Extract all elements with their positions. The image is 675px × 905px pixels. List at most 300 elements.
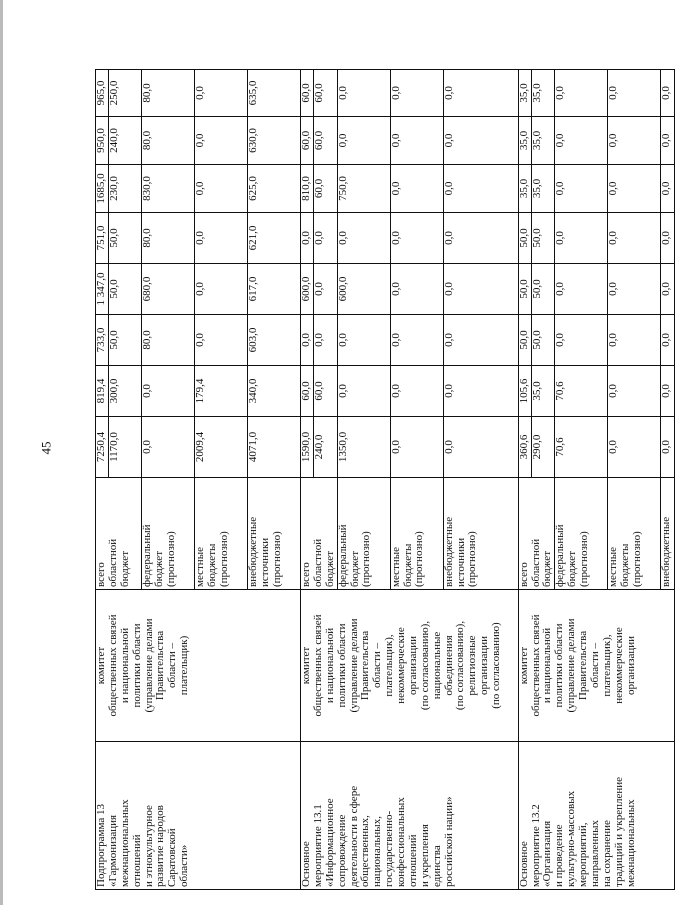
- funding-source-line: областной: [106, 538, 119, 587]
- funding-source-cell: [661, 478, 675, 590]
- amount-cell: [390, 366, 443, 417]
- budget-table: [95, 69, 675, 890]
- amount-cell: [248, 366, 301, 417]
- amount-value: 0,0: [389, 133, 402, 148]
- amount-cell: [301, 264, 338, 315]
- executor-line: комитет: [517, 646, 530, 685]
- executor-line: (управление делами: [565, 618, 578, 713]
- amount-value: 35,0: [519, 165, 532, 212]
- amount-cell: [337, 213, 390, 264]
- amount-value: 0,0: [442, 384, 455, 398]
- funding-source-line: внебюджетные: [247, 516, 259, 587]
- rotated-table-wrapper: [95, 70, 673, 890]
- amount-value: 4071,0: [247, 431, 259, 463]
- amount-value: 60,0: [312, 83, 325, 103]
- table-row: [96, 70, 142, 890]
- amount-value: 680,0: [141, 276, 153, 302]
- amount-value: 0,0: [389, 86, 402, 100]
- program-name-line: Подпрограмма 13: [95, 804, 107, 887]
- funding-source-line: областной: [311, 538, 324, 587]
- amount-value: 0,0: [389, 231, 402, 245]
- amount-value: 0,0: [442, 86, 455, 100]
- amount-cell: [555, 213, 608, 264]
- executor-line: организации: [478, 635, 491, 696]
- executor-line: (управление делами: [142, 618, 155, 713]
- executor-line: (по согласованию),: [418, 620, 431, 711]
- executor-line: общественных связей: [529, 614, 542, 717]
- funding-source-line: всего: [95, 562, 107, 587]
- amount-value: 340,0: [247, 378, 259, 404]
- amount-cell: [142, 417, 195, 478]
- funding-source-line: бюджет: [118, 551, 131, 587]
- amount-cell: [390, 70, 443, 117]
- amount-cell: [443, 117, 518, 165]
- amount-cell: [443, 315, 518, 366]
- amount-cell: [518, 117, 555, 165]
- amount-cell: [248, 70, 301, 117]
- program-name-line: деятельности в сфере: [347, 785, 360, 887]
- amount-cell: [555, 315, 608, 366]
- funding-source-line: бюджеты: [619, 543, 632, 587]
- executor-line: политики области: [335, 623, 348, 708]
- funding-source-line: бюджет: [348, 551, 361, 587]
- amount-value: 1685,0: [96, 165, 109, 212]
- funding-source-line: (прогнозно): [270, 531, 283, 587]
- amount-value: 0,0: [607, 440, 620, 454]
- program-name-line: «Информационное: [323, 798, 336, 887]
- amount-cell: [608, 117, 661, 165]
- amount-cell: [390, 417, 443, 478]
- executor-line: некоммерческие: [395, 627, 407, 704]
- amount-cell: [518, 70, 555, 117]
- amount-cell: [301, 70, 338, 117]
- amount-value: 60,0: [312, 381, 325, 401]
- program-name-line: мероприятие 13.2: [529, 804, 542, 887]
- executor-line: плательщик): [178, 635, 191, 696]
- amount-cell: [443, 417, 518, 478]
- amount-cell: [518, 315, 555, 366]
- amount-cell: [608, 165, 661, 213]
- amount-value: 0,0: [607, 86, 620, 100]
- amount-value: 0,0: [301, 213, 314, 263]
- amount-cell: [661, 70, 675, 117]
- amount-cell: [195, 315, 248, 366]
- funding-source-line: бюджет: [541, 551, 554, 587]
- executor-line: (управление делами: [347, 618, 360, 713]
- funding-source-cell: [142, 478, 195, 590]
- program-name-line: и этнокультурное: [142, 805, 155, 887]
- program-name-line: «Гармонизация: [106, 814, 119, 887]
- amount-cell: [195, 366, 248, 417]
- amount-cell: [301, 315, 338, 366]
- amount-value: 0,0: [312, 333, 325, 347]
- amount-value: 0,0: [442, 282, 455, 296]
- amount-cell: [608, 366, 661, 417]
- amount-cell: [301, 366, 338, 417]
- executor-line: организации: [406, 635, 419, 696]
- amount-cell: [195, 264, 248, 315]
- amount-cell: [248, 117, 301, 165]
- amount-cell: [195, 117, 248, 165]
- amount-value: 80,0: [141, 130, 153, 151]
- program-name-line: межнациональных: [118, 799, 131, 887]
- amount-cell: [301, 117, 338, 165]
- program-name-line: национальных,: [371, 816, 384, 887]
- amount-cell: [96, 70, 142, 117]
- amount-cell: [195, 70, 248, 117]
- amount-value: 50,0: [519, 315, 532, 365]
- program-name-line: государственно-: [383, 810, 396, 887]
- program-name-line: Саратовской: [166, 828, 179, 887]
- amount-cell: [337, 165, 390, 213]
- amount-cell: [608, 70, 661, 117]
- amount-value: 300,0: [107, 378, 120, 404]
- amount-value: 50,0: [519, 264, 532, 314]
- amount-value: 60,0: [312, 130, 325, 151]
- funding-source-line: (прогнозно): [164, 531, 177, 587]
- amount-value: 0,0: [301, 315, 314, 365]
- funding-source-cell: [337, 478, 390, 590]
- amount-value: 2009,4: [194, 431, 206, 463]
- program-name-cell: [518, 742, 675, 890]
- program-name-line: на сохранение: [600, 820, 613, 887]
- amount-value: 0,0: [312, 282, 325, 296]
- amount-cell: [337, 70, 390, 117]
- amount-value: 625,0: [247, 176, 259, 201]
- funding-source-line: бюджет: [566, 551, 579, 587]
- amount-value: 0,0: [660, 440, 673, 454]
- amount-value: 105,6: [519, 366, 532, 416]
- amount-value: 0,0: [607, 181, 620, 196]
- program-name-line: отношений: [130, 834, 143, 887]
- amount-value: 0,0: [607, 282, 620, 296]
- amount-value: 0,0: [389, 181, 402, 196]
- amount-cell: [337, 366, 390, 417]
- amount-value: 0,0: [554, 231, 567, 245]
- amount-value: 0,0: [660, 384, 673, 398]
- executor-line: комитет: [95, 646, 107, 685]
- amount-value: 0,0: [554, 133, 567, 148]
- program-name-line: традиций и укрепление: [612, 777, 625, 887]
- program-name-line: российской нации»: [442, 796, 455, 887]
- amount-value: 0,0: [194, 181, 206, 196]
- amount-value: 0,0: [554, 333, 567, 347]
- amount-value: 750,0: [336, 176, 349, 201]
- amount-value: 0,0: [389, 384, 402, 398]
- amount-value: 0,0: [660, 282, 673, 296]
- executor-line: Правительства: [154, 630, 167, 701]
- amount-value: 35,0: [530, 130, 543, 151]
- amount-value: 600,0: [336, 276, 349, 302]
- executor-line: политики области: [130, 623, 143, 708]
- funding-source-cell: [96, 478, 142, 590]
- amount-value: 50,0: [530, 279, 543, 299]
- funding-source-line: (прогнозно): [466, 531, 479, 587]
- amount-cell: [301, 213, 338, 264]
- amount-value: 360,6: [519, 417, 532, 477]
- amount-value: 240,0: [107, 128, 120, 153]
- executor-line: области –: [588, 642, 601, 689]
- amount-value: 830,0: [141, 176, 153, 201]
- table-row: [301, 70, 338, 890]
- amount-cell: [661, 213, 675, 264]
- amount-cell: [248, 213, 301, 264]
- amount-cell: [142, 165, 195, 213]
- amount-cell: [555, 366, 608, 417]
- funding-source-line: (прогнозно): [217, 531, 230, 587]
- amount-cell: [518, 366, 555, 417]
- amount-cell: [142, 366, 195, 417]
- amount-cell: [390, 165, 443, 213]
- amount-value: 1 347,0: [96, 264, 109, 314]
- amount-value: 60,0: [312, 178, 325, 199]
- amount-cell: [96, 117, 142, 165]
- amount-value: 635,0: [247, 80, 259, 106]
- amount-value: 0,0: [660, 86, 673, 100]
- amount-value: 80,0: [141, 330, 153, 350]
- executor-line: организации: [624, 635, 637, 696]
- program-name-line: области»: [178, 844, 191, 887]
- amount-value: 50,0: [519, 213, 532, 263]
- amount-cell: [555, 165, 608, 213]
- executor-line: (по согласованию),: [454, 620, 467, 711]
- amount-value: 0,0: [336, 384, 349, 398]
- amount-value: 0,0: [194, 86, 206, 100]
- amount-cell: [443, 165, 518, 213]
- funding-source-line: бюджет: [152, 551, 165, 587]
- amount-value: 0,0: [442, 333, 455, 347]
- table-body: [96, 70, 675, 890]
- program-name-cell: [96, 742, 301, 890]
- amount-cell: [443, 366, 518, 417]
- amount-value: 70,6: [554, 381, 567, 401]
- amount-value: 1350,0: [336, 431, 349, 463]
- funding-source-line: источники: [258, 537, 271, 587]
- executor-line: плательщик),: [383, 634, 396, 697]
- amount-cell: [96, 366, 142, 417]
- amount-cell: [661, 264, 675, 315]
- amount-value: 950,0: [96, 117, 109, 164]
- funding-source-line: всего: [517, 562, 530, 587]
- funding-source-line: внебюджетные: [442, 516, 455, 587]
- amount-value: 1170,0: [107, 432, 120, 462]
- amount-cell: [555, 117, 608, 165]
- amount-value: 0,0: [336, 133, 349, 148]
- executor-line: области –: [166, 642, 179, 689]
- amount-value: 250,0: [107, 80, 120, 106]
- program-name-line: развитие народов: [154, 805, 167, 887]
- amount-cell: [608, 264, 661, 315]
- program-name-line: межнациональных: [624, 799, 637, 887]
- amount-cell: [518, 417, 555, 478]
- funding-source-cell: [248, 478, 301, 590]
- amount-cell: [301, 165, 338, 213]
- amount-value: 0,0: [312, 231, 325, 245]
- amount-cell: [390, 264, 443, 315]
- amount-value: 751,0: [96, 213, 109, 263]
- amount-value: 230,0: [107, 176, 120, 201]
- amount-value: 0,0: [660, 133, 673, 148]
- executor-line: комитет: [300, 646, 312, 685]
- amount-cell: [96, 264, 142, 315]
- amount-cell: [142, 117, 195, 165]
- amount-cell: [248, 417, 301, 478]
- amount-value: 60,0: [301, 117, 314, 164]
- amount-cell: [661, 366, 675, 417]
- funding-source-line: областной: [529, 538, 542, 587]
- program-name-line: Основное: [300, 841, 312, 887]
- funding-source-line: бюджеты: [205, 543, 218, 587]
- amount-value: 80,0: [141, 228, 153, 248]
- amount-value: 600,0: [301, 264, 314, 314]
- amount-value: 35,0: [530, 83, 543, 103]
- executor-line: (по согласованию): [490, 622, 502, 709]
- funding-source-line: (прогнозно): [631, 531, 643, 587]
- amount-value: 35,0: [519, 70, 532, 116]
- amount-cell: [443, 264, 518, 315]
- amount-value: 35,0: [519, 117, 532, 164]
- program-name-line: мероприятие 13.1: [311, 804, 324, 887]
- amount-value: 0,0: [336, 86, 349, 100]
- executor-cell: [518, 590, 675, 742]
- table-row: [518, 70, 555, 890]
- amount-cell: [555, 70, 608, 117]
- program-name-line: и проведение: [553, 824, 566, 887]
- amount-cell: [248, 165, 301, 213]
- amount-cell: [661, 315, 675, 366]
- amount-value: 621,0: [247, 225, 259, 251]
- program-name-line: культурно-массовых: [565, 790, 578, 887]
- funding-source-line: (прогнозно): [578, 531, 590, 587]
- funding-source-cell: [443, 478, 518, 590]
- executor-line: и национальной: [118, 627, 131, 704]
- amount-value: 0,0: [141, 440, 153, 454]
- executor-line: религиозные: [466, 635, 479, 696]
- amount-value: 1590,0: [301, 417, 314, 477]
- amount-cell: [661, 417, 675, 478]
- amount-value: 810,0: [301, 165, 314, 212]
- amount-cell: [518, 165, 555, 213]
- executor-line: Правительства: [577, 630, 589, 701]
- amount-value: 50,0: [530, 228, 543, 248]
- amount-value: 60,0: [301, 70, 314, 116]
- amount-value: 630,0: [247, 128, 259, 153]
- amount-value: 0,0: [607, 231, 620, 245]
- amount-cell: [661, 165, 675, 213]
- amount-value: 0,0: [336, 333, 349, 347]
- amount-value: 0,0: [442, 133, 455, 148]
- amount-cell: [195, 165, 248, 213]
- amount-value: 0,0: [660, 231, 673, 245]
- amount-value: 819,4: [96, 366, 109, 416]
- amount-cell: [608, 315, 661, 366]
- program-name-line: общественных,: [359, 815, 372, 887]
- amount-cell: [518, 213, 555, 264]
- amount-value: 0,0: [554, 282, 567, 296]
- amount-value: 50,0: [530, 330, 543, 350]
- amount-value: 0,0: [141, 384, 153, 398]
- program-name-line: мероприятий,: [577, 822, 589, 887]
- executor-cell: [96, 590, 301, 742]
- amount-value: 80,0: [141, 83, 153, 103]
- amount-value: 0,0: [194, 333, 206, 347]
- amount-cell: [195, 213, 248, 264]
- amount-cell: [337, 417, 390, 478]
- amount-value: 0,0: [607, 384, 620, 398]
- amount-value: 0,0: [607, 333, 620, 347]
- funding-source-line: местные: [607, 547, 620, 587]
- program-name-line: Основное: [517, 841, 530, 887]
- program-name-line: «Организация: [541, 820, 554, 887]
- executor-line: политики области: [553, 623, 566, 708]
- amount-value: 0,0: [194, 231, 206, 245]
- executor-line: плательщик),: [600, 634, 613, 697]
- funding-source-line: источники: [454, 537, 467, 587]
- amount-value: 0,0: [389, 333, 402, 347]
- executor-line: области –: [371, 642, 384, 689]
- funding-source-line: внебюджетные: [660, 516, 673, 587]
- amount-value: 179,4: [194, 378, 206, 404]
- amount-cell: [443, 70, 518, 117]
- program-name-line: единства: [430, 845, 443, 887]
- amount-cell: [608, 213, 661, 264]
- executor-line: и национальной: [541, 627, 554, 704]
- amount-cell: [337, 264, 390, 315]
- funding-source-cell: [195, 478, 248, 590]
- amount-value: 35,0: [530, 178, 543, 199]
- amount-cell: [96, 315, 142, 366]
- amount-value: 0,0: [389, 282, 402, 296]
- funding-source-line: бюджеты: [401, 543, 414, 587]
- amount-cell: [608, 417, 661, 478]
- amount-value: 603,0: [247, 327, 259, 353]
- page-number: 45: [38, 441, 54, 455]
- amount-value: 0,0: [389, 440, 402, 454]
- funding-source-line: всего: [300, 562, 312, 587]
- amount-cell: [195, 417, 248, 478]
- funding-source-line: федеральный: [141, 524, 153, 587]
- amount-cell: [518, 264, 555, 315]
- amount-cell: [142, 213, 195, 264]
- amount-value: 290,0: [530, 434, 543, 460]
- amount-value: 0,0: [442, 181, 455, 196]
- executor-line: национальные: [430, 631, 443, 700]
- amount-cell: [390, 315, 443, 366]
- amount-cell: [248, 315, 301, 366]
- amount-value: 733,0: [96, 315, 109, 365]
- amount-cell: [96, 213, 142, 264]
- amount-cell: [390, 213, 443, 264]
- amount-value: 0,0: [194, 133, 206, 148]
- amount-value: 0,0: [660, 333, 673, 347]
- amount-cell: [142, 264, 195, 315]
- amount-cell: [443, 213, 518, 264]
- amount-cell: [337, 315, 390, 366]
- amount-cell: [96, 165, 142, 213]
- scan-edge: [0, 0, 3, 905]
- executor-cell: [301, 590, 519, 742]
- amount-value: 0,0: [194, 282, 206, 296]
- program-name-line: сопровождение: [335, 814, 348, 887]
- amount-value: 0,0: [442, 231, 455, 245]
- amount-value: 50,0: [107, 228, 120, 248]
- amount-value: 965,0: [96, 70, 109, 116]
- amount-value: 0,0: [554, 181, 567, 196]
- executor-line: объединения: [442, 635, 455, 696]
- amount-cell: [337, 117, 390, 165]
- amount-value: 0,0: [660, 181, 673, 196]
- executor-line: общественных связей: [311, 614, 324, 717]
